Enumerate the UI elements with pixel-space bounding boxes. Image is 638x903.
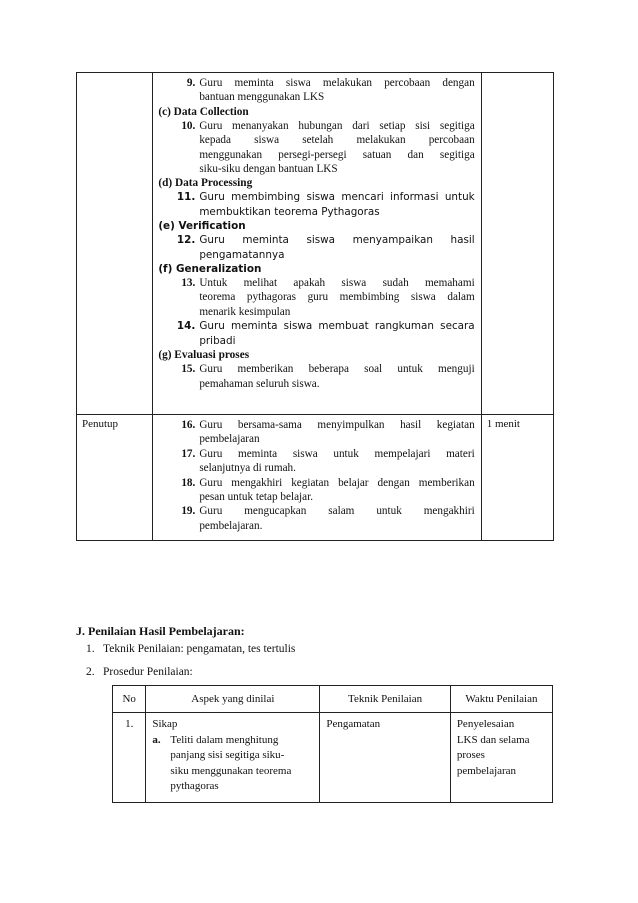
item-line: pemahaman seluruh siswa. bbox=[199, 377, 320, 390]
item-number: 13. bbox=[181, 277, 196, 290]
item-number: 18. bbox=[181, 476, 196, 489]
item-line: Guru menanyakan hubungan dari setiap sisi segitiga bbox=[199, 119, 475, 132]
list-item bbox=[173, 233, 474, 262]
list-item bbox=[173, 319, 474, 348]
item-line: Guru meminta siswa melakukan percobaan dengan bbox=[199, 77, 475, 89]
subsection-heading: (f) Generalization bbox=[158, 263, 262, 276]
aspect-sub-item: a. Teliti dalam menghitung panjang sisi segitiga siku- siku menggunakan teorema pythagoras bbox=[152, 733, 292, 792]
header-technique: Teknik Penilaian bbox=[320, 686, 450, 713]
cell-technique: Pengamatan bbox=[320, 713, 450, 803]
item-line: menggunakan persegi-persegi satuan dan segitiga bbox=[199, 148, 475, 161]
subsection-heading: (e) Verification bbox=[158, 220, 246, 233]
table-row bbox=[113, 713, 553, 803]
list-item bbox=[173, 504, 474, 533]
list-item bbox=[173, 190, 474, 219]
subsection-heading: (c) Data Collection bbox=[158, 105, 249, 118]
list-item bbox=[173, 76, 474, 105]
table-header-row bbox=[113, 686, 553, 713]
item-number: 19. bbox=[181, 505, 196, 518]
phase-cell bbox=[77, 415, 153, 541]
item-line: Guru meminta siswa membuat rangkuman secara bbox=[199, 320, 475, 333]
subsection-heading: (d) Data Processing bbox=[158, 177, 253, 190]
item-line: Guru bersama-sama menyimpulkan hasil kegiatan bbox=[199, 419, 475, 431]
item-number: 14. bbox=[176, 320, 196, 333]
item-line: pesan untuk tetap belajar. bbox=[199, 491, 314, 504]
time-cell bbox=[481, 73, 553, 415]
item-line: Guru mengakhiri kegiatan belajar dengan memberikan bbox=[199, 476, 475, 489]
list-item bbox=[173, 476, 474, 505]
header-time: Waktu Penilaian bbox=[450, 686, 552, 713]
item-line: Guru meminta siswa menyampaikan hasil bbox=[199, 234, 475, 247]
assessment-table bbox=[112, 685, 553, 803]
item-number: 16. bbox=[181, 419, 196, 431]
learning-activities-table bbox=[76, 72, 554, 541]
activity-list bbox=[153, 73, 480, 391]
cell-aspect bbox=[146, 713, 320, 803]
phase-cell bbox=[77, 73, 153, 415]
cell-no: 1. bbox=[113, 713, 146, 803]
activity-list bbox=[153, 415, 480, 533]
item-line: Untuk melihat apakah siswa sudah memahami bbox=[199, 277, 475, 290]
item-line: menarik kesimpulan bbox=[199, 305, 291, 318]
item-number: 11. bbox=[176, 191, 196, 204]
item-number: 15. bbox=[181, 363, 196, 376]
item-line: teorema pythagoras guru membimbing siswa dalam bbox=[199, 291, 475, 304]
item-line: Guru memberikan beberapa soal untuk menguji bbox=[199, 363, 475, 376]
list-item bbox=[173, 447, 474, 476]
list-item bbox=[173, 362, 474, 391]
section-heading: J. Penilaian Hasil Pembelajaran: bbox=[76, 624, 245, 638]
header-aspect: Aspek yang dinilai bbox=[146, 686, 320, 713]
item-line: bantuan menggunakan LKS bbox=[199, 91, 325, 104]
item-line: Guru meminta siswa untuk mempelajari materi bbox=[199, 447, 475, 460]
list-item: 1. Teknik Penilaian: pengamatan, tes tertulis bbox=[86, 643, 296, 655]
item-line: Guru membimbing siswa mencari informasi untuk bbox=[199, 191, 475, 204]
phase-label-penutup: Penutup bbox=[82, 418, 119, 430]
item-line: siku-siku dengan bantuan LKS bbox=[199, 163, 338, 176]
duration-label: 1 menit bbox=[486, 418, 520, 430]
item-number: 9. bbox=[186, 77, 196, 89]
item-line: Guru mengucapkan salam untuk mengakhiri bbox=[199, 505, 475, 518]
item-line: pengamatannya bbox=[199, 248, 285, 261]
item-number: 17. bbox=[181, 447, 196, 460]
item-line: pembelajaran bbox=[199, 433, 260, 446]
activity-cell bbox=[153, 415, 481, 541]
item-line: pribadi bbox=[199, 334, 236, 347]
table-row bbox=[77, 415, 554, 541]
item-number: 12. bbox=[176, 234, 196, 247]
activity-cell bbox=[153, 73, 481, 415]
item-number: 10. bbox=[181, 119, 196, 132]
list-item bbox=[173, 276, 474, 319]
table-row bbox=[77, 73, 554, 415]
item-line: kepada siswa setelah melakukan percobaan bbox=[199, 134, 475, 147]
aspect-title: Sikap bbox=[152, 718, 178, 730]
list-item: 2. Prosedur Penilaian: bbox=[86, 666, 193, 678]
cell-time: Penyelesaian LKS dan selama proses pembelajaran bbox=[450, 713, 552, 803]
list-item bbox=[173, 119, 474, 177]
header-no: No bbox=[113, 686, 146, 713]
list-item bbox=[173, 418, 474, 447]
time-cell bbox=[481, 415, 553, 541]
item-line: selanjutnya di rumah. bbox=[199, 462, 296, 475]
item-line: membuktikan teorema Pythagoras bbox=[199, 205, 380, 218]
item-line: pembelajaran. bbox=[199, 519, 263, 532]
subsection-heading: (g) Evaluasi proses bbox=[158, 349, 250, 362]
